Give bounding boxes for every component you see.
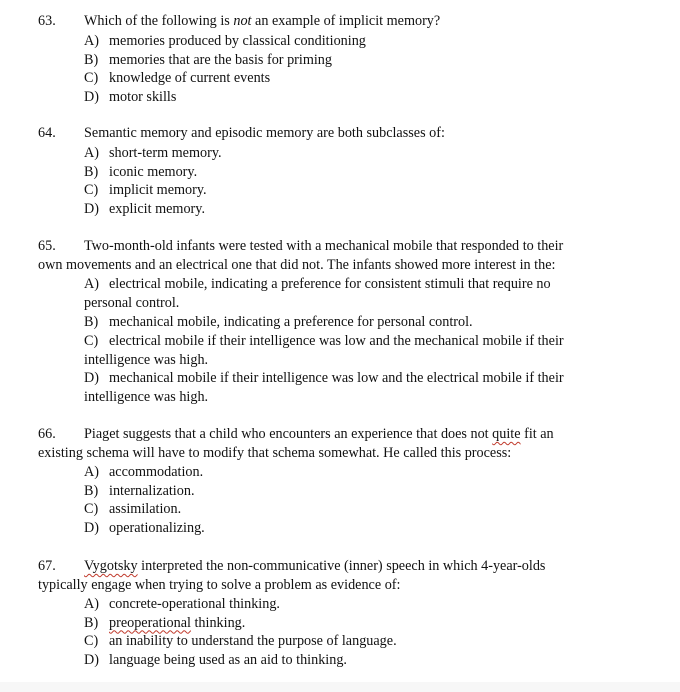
answer-option-c: C) an inability to understand the purpose of language. xyxy=(84,633,397,650)
answer-option-b: B) internalization. xyxy=(84,482,195,499)
question-number: 66. xyxy=(38,426,56,442)
question-text: Piaget suggests that a child who encounters an experience that does not quite fit an xyxy=(84,426,554,442)
answer-option-a: A) concrete-operational thinking. xyxy=(84,596,280,612)
answer-option-c: C) knowledge of current events xyxy=(84,70,271,87)
answer-option-a: A) memories produced by classical conditioning xyxy=(84,33,366,49)
answer-option-d: D) operationalizing. xyxy=(84,519,205,536)
question-number: 63. xyxy=(38,13,56,29)
answer-option-b: B) memories that are the basis for priming xyxy=(84,51,332,68)
answer-option-c: C) assimilation. xyxy=(84,501,182,518)
question-number: 64. xyxy=(38,125,56,141)
answer-option-d: D) motor skills xyxy=(84,88,177,105)
question-text: Which of the following is not an example of implicit memory? xyxy=(84,13,441,29)
answer-option-b: B) preoperational thinking. xyxy=(84,614,246,631)
answer-option-d: D) language being used as an aid to thinking. xyxy=(84,651,347,668)
spellcheck-word: preoperational xyxy=(109,614,191,631)
answer-option-c: C) electrical mobile if their intelligence was low and the mechanical mobile if their intelligence was high. xyxy=(84,333,564,368)
page-bottom-band xyxy=(0,682,680,692)
answer-option-a: A) accommodation. xyxy=(84,464,204,480)
question-text-continued: typically engage when trying to solve a problem as evidence of: xyxy=(38,577,401,593)
answer-option-a: A) electrical mobile, indicating a preference for consistent stimuli that require no personal control. xyxy=(84,276,551,311)
answer-option-b: B) mechanical mobile, indicating a preference for personal control. xyxy=(84,314,473,330)
question-text: Two-month-old infants were tested with a mechanical mobile that responded to their xyxy=(84,238,564,254)
question-number: 65. xyxy=(38,238,56,254)
question-text-continued: own movements and an electrical one that did not. The infants showed more interest in the: xyxy=(38,257,556,273)
question-text-continued: existing schema will have to modify that schema somewhat. He called this process: xyxy=(38,445,512,461)
question-text: Semantic memory and episodic memory are both subclasses of: xyxy=(84,125,445,141)
spellcheck-word: Vygotsky xyxy=(84,558,138,574)
answer-option-b: B) iconic memory. xyxy=(84,163,198,180)
question-number: 67. xyxy=(38,558,56,574)
answer-option-d: D) explicit memory. xyxy=(84,200,206,217)
answer-option-d: D) mechanical mobile if their intelligence was low and the electrical mobile if their intelligence was high. xyxy=(84,370,564,405)
answer-option-a: A) short-term memory. xyxy=(84,145,222,161)
question-text: Vygotsky interpreted the non-communicative (inner) speech in which 4-year-olds xyxy=(84,558,546,574)
answer-option-c: C) implicit memory. xyxy=(84,182,207,199)
spellcheck-word: quite xyxy=(492,426,521,442)
